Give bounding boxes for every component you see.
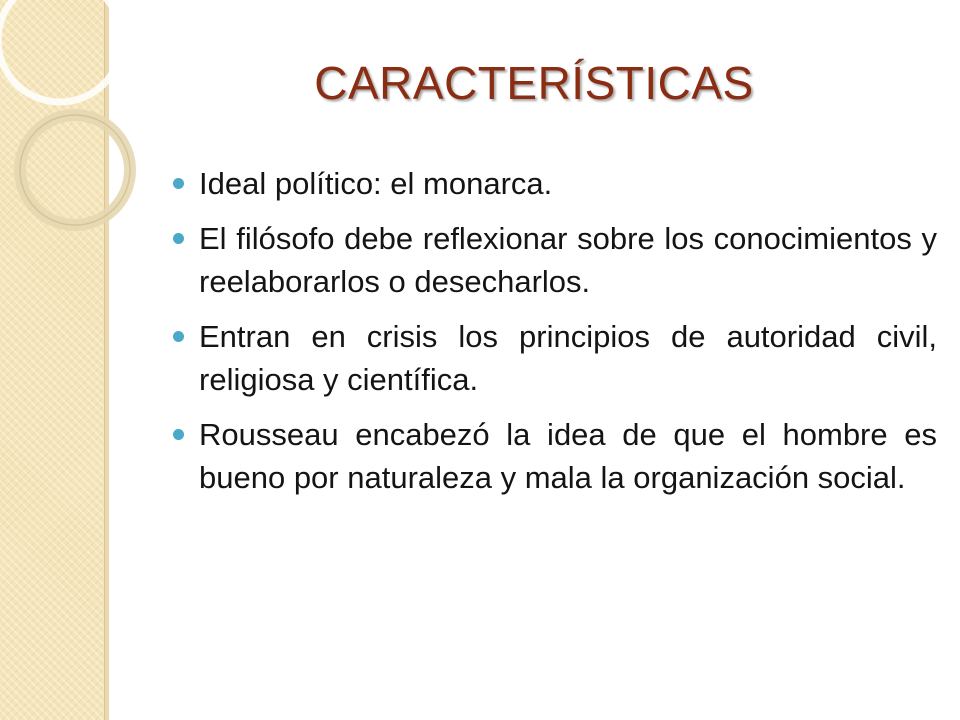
bullet-marker <box>173 233 184 244</box>
bullet-text: Entran en crisis los principios de autoridad civil, religiosa y científica. <box>199 319 937 397</box>
bullet-text: El filósofo debe reflexionar sobre los conocimientos y reelaborarlos o desecharlos. <box>199 221 937 299</box>
bullet-marker <box>173 178 184 189</box>
decorative-circles <box>0 0 180 260</box>
bullet-list <box>155 162 937 511</box>
bullet-marker <box>173 429 184 440</box>
slide-title: CARACTERÍSTICAS <box>314 57 754 109</box>
bullet-item <box>155 162 937 205</box>
deco-circle-middle-outline <box>20 115 130 225</box>
bullet-marker <box>173 331 184 342</box>
deco-circle-top <box>0 0 122 102</box>
bullet-text: Rousseau encabezó la idea de que el hombre es bueno por naturaleza y mala la organización social. <box>199 417 937 495</box>
bullet-item <box>155 315 937 401</box>
bullet-item <box>155 413 937 499</box>
bullet-text: Ideal político: el monarca. <box>199 166 553 201</box>
bullet-item <box>155 217 937 303</box>
